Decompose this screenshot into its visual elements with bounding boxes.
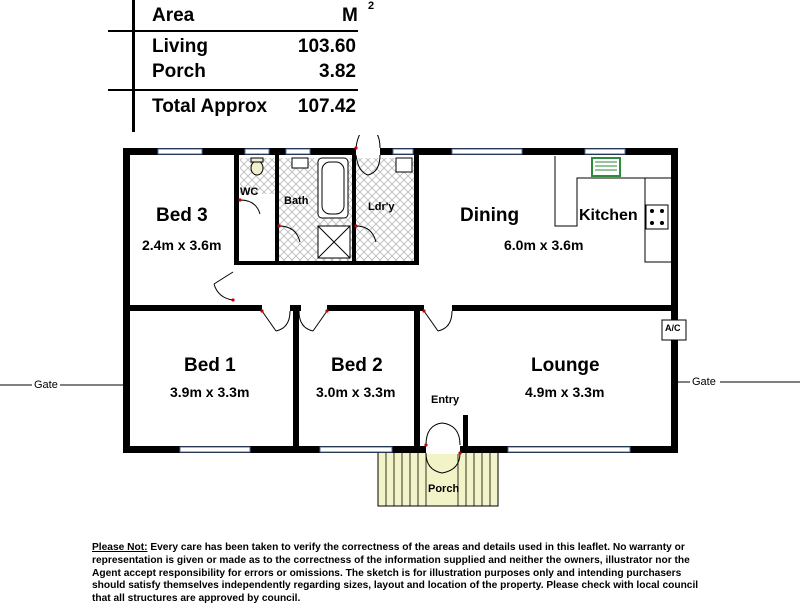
room-label-entry: Entry [431, 394, 460, 406]
area-row-living-value: 103.60 [297, 36, 356, 57]
porch-deck [378, 452, 498, 506]
area-row-porch-label: Porch [152, 61, 206, 82]
table-divider [108, 89, 358, 91]
room-label-bath: Bath [284, 195, 309, 207]
room-label-kitchen: Kitchen [579, 207, 638, 224]
area-row-porch-value: 3.82 [319, 61, 356, 82]
area-header-unit: M [342, 5, 358, 26]
room-size-lounge: 4.9m x 3.3m [525, 384, 605, 400]
room-label-laundry: Ldr'y [368, 201, 395, 213]
area-header-label: Area [152, 5, 195, 26]
gate-lines [0, 382, 800, 385]
kitchen-sink [592, 158, 620, 176]
room-label-porch: Porch [428, 483, 460, 495]
area-total-value: 107.42 [297, 96, 356, 117]
room-label-bed1: Bed 1 [184, 355, 236, 376]
room-label-bed2: Bed 2 [331, 355, 383, 376]
room-label-dining: Dining [460, 205, 520, 226]
room-size-bed1: 3.9m x 3.3m [170, 384, 250, 400]
room-label-wc: WC [240, 186, 259, 198]
area-row-living-label: Living [152, 36, 208, 57]
room-size-bed3: 2.4m x 3.6m [142, 237, 222, 253]
room-size-bed2: 3.0m x 3.3m [316, 384, 396, 400]
gate-label-left: Gate [34, 379, 58, 391]
room-label-bed3: Bed 3 [156, 205, 208, 226]
area-table [0, 0, 400, 135]
floor-plan [0, 135, 800, 535]
room-size-dining: 6.0m x 3.6m [504, 237, 584, 253]
ac-label: A/C [665, 323, 681, 333]
table-divider [108, 30, 358, 32]
gate-label-right: Gate [692, 376, 716, 388]
disclaimer-heading: Please Not: [92, 542, 148, 553]
room-label-lounge: Lounge [531, 355, 600, 376]
disclaimer [92, 542, 712, 606]
table-divider-vertical [132, 0, 135, 132]
area-header-unit-sup: 2 [368, 0, 375, 12]
disclaimer-text: Every care has been taken to verify the correctness of the areas and details used in this leaflet. No warranty or representation is given or made as to the correctness of the information supplied and neither the owners, illustrator nor the Agent accept responsibility for errors or omissions. The sketch is for illustration purposes only and intending purchasers should satisfy themselves independently regarding sizes, layout and location of the property. Please check with local council that all structures are approved by council. [92, 542, 699, 605]
area-total-label: Total Approx [152, 96, 268, 117]
cooktop-burners [650, 209, 664, 225]
